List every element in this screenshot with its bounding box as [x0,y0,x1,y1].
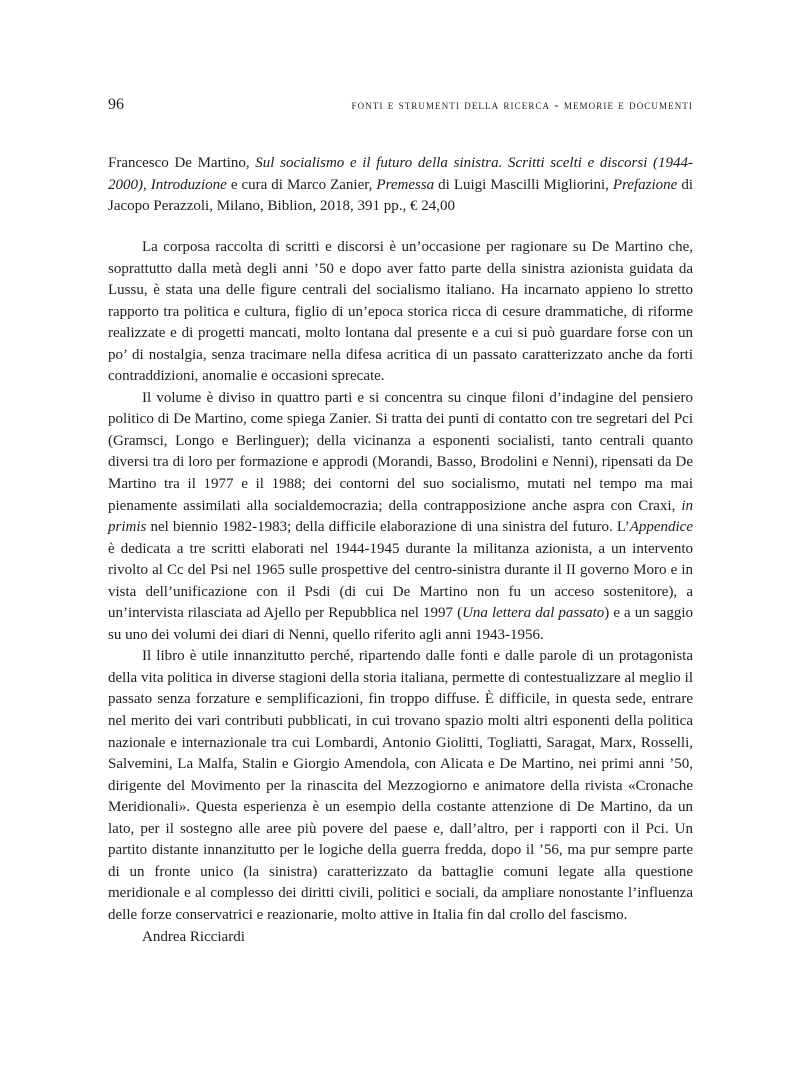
paragraph-1: La corposa raccolta di scritti e discorsi è un’occasione per ragionare su De Martino che, soprattutto dalla metà degli anni ’50 e dopo aver fatto parte della sinistra azionista guidata da Lussu, è stata una delle figure centrali del socialismo italiano. Ha incarnato appieno lo stretto rapporto tra politica e cultura, figlio di un’epoca storica ricca di cesure drammatiche, di riforme realizzate e di progetti mancati, molto lontana dal presente e a cui si può guardare forse con un po’ di nostalgia, senza tracimare nella difesa acritica di un passato caratterizzato anche da forti contraddizioni, anomalie e occasioni sprecate. [108,239,693,385]
paragraph-2-appendice: Appendice [629,519,693,536]
paragraph-2-part-a: Il volume è diviso in quattro parti e si concentra su cinque filoni d’indagine del pensiero politico di De Martino, come spiega Zanier. Si tratta dei punti di contatto con tre segretari del Pci (Gramsci, Longo e Berlinguer); della vicinanza a esponenti socialisti, tanto centrali quanto diversi tra di loro per formazione e approdi (Morandi, Basso, Brodolini e Nenni), ripensati da De Martino tra il 1977 e il 1988; dei contorni del suo socialismo, mutati nel tempo ma mai pienamente assimilati alla socialdemocrazia; della contrapposizione anche aspra con Craxi, [108,389,693,514]
citation-prefazione: Prefazione [612,176,678,193]
author-signature: Andrea Ricciardi [142,928,245,945]
paragraph-2 [108,388,693,647]
paragraph-2-lettera: Una lettera dal passato [462,605,605,622]
citation-premessa: Premessa [376,176,435,193]
citation-text-3: di Jacopo Perazzoli, Milano, Biblion, 2018, 391 pp., € 24,00 [108,176,694,214]
paragraph-2-part-d: ) e a un saggio su uno dei volumi dei diari di Nenni, quello riferito agli anni 1943-1956. [108,605,694,643]
paragraph-2-part-b: nel biennio 1982-1983; della difficile elaborazione di una sinistra del futuro. L’ [146,519,630,536]
citation-title: Sul socialismo e il futuro della sinistra. Scritti scelti e discorsi (1944-2000), Introduzione [108,155,693,193]
book-citation [108,153,693,218]
paragraph-3: Il libro è utile innanzitutto perché, ripartendo dalle fonti e dalle parole di un protagonista della vita politica in diverse stagioni della storia italiana, permette di contestualizzare al meglio il passato senza forzature e semplificazioni, fin troppo diffuse. È difficile, in questa sede, entrare nel merito dei vari contributi pubblicati, in cui trovano spazio molti altri esponenti della politica nazionale e internazionale tra cui Lombardi, Antonio Giolitti, Togliatti, Saragat, Marx, Rosselli, Salvemini, La Malfa, Stalin e Giorgio Amendola, con Alicata e De Martino, nei primi anni ’50, dirigente del Movimento per la rinascita del Mezzogiorno e animatore della rivista «Cronache Meridionali». Questa esperienza è un esempio della costante attenzione di De Martino, da un lato, per il sostegno alle aree più povere del paese e, dall’altro, per i rapporti con il Pci. Un partito distante innanzitutto per le logiche della guerra fredda, dopo il ’56, ma pur sempre parte di un fronte unico (la sinistra) caratterizzato da battaglie comuni legate alla questione meridionale e al complesso dei diritti civili, politici e sociali, da ampliare nonostante l’influenza delle forze conservatrici e reazionarie, molto attive in Italia fin dal crollo del fascismo. [108,648,693,923]
paragraph-2-in-primis: in primis [108,497,693,536]
running-head: fonti e strumenti della ricerca - memorie e documenti [351,98,693,112]
citation-text-1: e cura di Marco Zanier, [226,176,377,193]
review-body [108,237,693,948]
citation-text-2: di Luigi Mascilli Migliorini, [434,176,613,193]
page-number: 96 [108,96,124,113]
paragraph-2-part-c: è dedicata a tre scritti elaborati nel 1944-1945 durante la militanza azionista, a un intervento rivolto al Cc del Psi nel 1965 sulle prospettive del centro-sinistra durante il II governo Moro e in vista dell’unificazione con il Psdi (di cui De Martino non fu un acceso sostenitore), a un’intervista rilasciata ad Ajello per Repubblica nel 1997 ( [108,540,693,622]
citation-author: Francesco De Martino, [108,155,256,171]
page-header [108,96,693,120]
